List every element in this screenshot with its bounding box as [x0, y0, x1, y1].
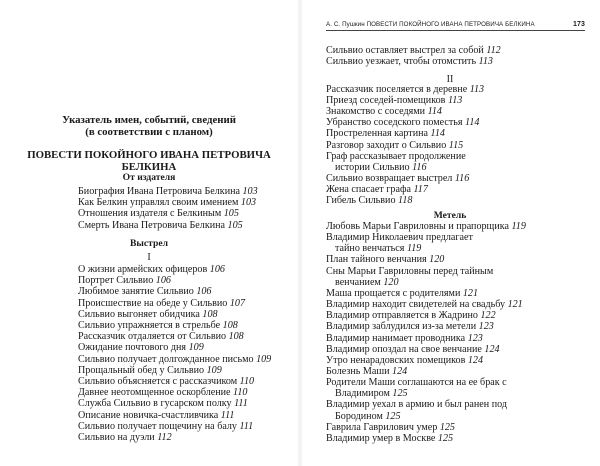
entry-page-number: 125 [385, 410, 401, 422]
entry-page-number: 111 [220, 409, 235, 421]
page-number: 173 [573, 21, 585, 28]
entry-page-number: 108 [202, 308, 218, 320]
index-entry [326, 333, 483, 344]
entry-text: План тайного венчания [326, 254, 430, 266]
entry-text: Сильвио выгоняет обидчика [78, 308, 203, 320]
index-entry [326, 366, 407, 377]
entry-text: Сильвио объясняется с рассказчиком [78, 376, 240, 387]
entry-text: Ожидание почтового дня [78, 342, 189, 354]
entry-text: Сильвио на дуэли [78, 432, 158, 443]
index-entry [78, 298, 245, 309]
entry-page-number: 117 [413, 183, 428, 195]
index-entry [78, 365, 222, 376]
index-entry [326, 299, 523, 310]
entry-page-number: 113 [447, 95, 463, 107]
section-heading-shot: Выстрел [130, 238, 168, 249]
index-entry [326, 195, 412, 206]
index-entry [78, 197, 256, 208]
index-entry [326, 288, 478, 299]
section-heading-blizzard: Метель [433, 210, 467, 221]
index-entry [326, 173, 469, 184]
entry-text: Сильвио возвращает выстрел [326, 172, 455, 184]
index-entry [326, 56, 493, 67]
index-entry [326, 140, 463, 151]
entry-text: Родители Маши соглашаются на ее брак с [326, 377, 507, 389]
index-entry [326, 321, 494, 332]
entry-page-number: 112 [157, 432, 172, 443]
index-entry [326, 232, 473, 243]
entry-text: венчанием [335, 276, 384, 288]
index-entry [326, 266, 493, 277]
entry-text: Владимир нанимает проводника [326, 332, 468, 344]
left-page [0, 0, 298, 466]
index-entry [78, 208, 239, 219]
entry-page-number: 123 [478, 321, 494, 333]
entry-page-number: 107 [229, 297, 245, 309]
index-entry [326, 84, 484, 95]
index-entry [326, 344, 500, 355]
entry-page-number: 106 [155, 275, 171, 287]
entry-text: Любимое занятие Сильвио [78, 286, 197, 298]
entry-page-number: 115 [448, 139, 464, 151]
book-title: ПОВЕСТИ ПОКОЙНОГО ИВАНА ПЕТРОВИЧА [27, 149, 271, 161]
index-entry [326, 45, 501, 56]
index-entry [326, 106, 442, 117]
entry-text: Простреленная картина [326, 128, 431, 140]
index-title-subline: (в соответствии с планом) [85, 126, 213, 138]
entry-text: Биография Ивана Петровича Белкина [78, 186, 243, 197]
entry-text: Болезнь Маши [326, 365, 393, 377]
entry-text: Происшествие на обеде у Сильвио [78, 297, 230, 309]
entry-text: Бородином [335, 410, 386, 422]
index-entry [326, 388, 408, 399]
entry-text: Сны Марьи Гавриловны перед тайным [326, 265, 494, 277]
right-page [300, 0, 600, 466]
entry-page-number: 123 [467, 332, 483, 344]
entry-page-number: 114 [430, 128, 445, 140]
entry-text: Сильвио уезжает, чтобы отомстить [326, 56, 479, 68]
entry-page-number: 125 [392, 388, 408, 400]
index-entry [326, 151, 466, 162]
entry-text: Прощальный обед у Сильвио [78, 364, 207, 376]
book-title-subline: БЕЛКИНА [121, 161, 177, 173]
entry-page-number: 112 [486, 45, 501, 56]
entry-page-number: 116 [454, 172, 470, 184]
entry-page-number: 125 [437, 432, 454, 444]
entry-text: Приезд соседей-помещиков [326, 95, 448, 107]
entry-page-number: 108 [222, 320, 238, 331]
index-entry [78, 320, 238, 331]
entry-page-number: 114 [465, 117, 480, 129]
index-entry [326, 310, 496, 321]
header-title: ПОВЕСТИ ПОКОЙНОГО ИВАНА ПЕТРОВИЧА БЕЛКИНА [366, 21, 535, 28]
entry-text: истории Сильвио [335, 161, 413, 173]
entry-page-number: 109 [188, 342, 204, 354]
entry-page-number: 113 [469, 84, 485, 95]
index-entry [78, 331, 244, 342]
entry-text: Владимир Николаевич предлагает [326, 232, 473, 244]
entry-page-number: 110 [239, 376, 255, 387]
index-entry [78, 398, 248, 409]
index-entry [326, 243, 421, 254]
entry-page-number: 114 [427, 106, 442, 118]
index-entry [326, 433, 453, 444]
entry-page-number: 119 [406, 243, 422, 255]
entry-text: Сильвио получает пощечину на балу [78, 420, 240, 432]
entry-text: Сильвио получает долгожданное письмо [78, 353, 257, 365]
entry-text: Портрет Сильвио [78, 275, 156, 287]
entry-page-number: 124 [484, 343, 500, 355]
part-number: II [446, 74, 454, 85]
entry-page-number: 125 [439, 421, 455, 433]
entry-text: Сильвио упражняется в стрельбе [78, 320, 223, 331]
entry-page-number: 121 [462, 287, 479, 299]
entry-text: Владимир уехал в армию и был ранен под [326, 399, 507, 411]
index-entry [78, 286, 211, 297]
entry-page-number: 124 [392, 365, 408, 377]
entry-text: О жизни армейских офицеров [78, 264, 210, 275]
entry-page-number: 111 [234, 398, 248, 410]
index-entry [78, 410, 234, 421]
index-entry [78, 376, 254, 387]
entry-text: Сильвио оставляет выстрел за собой [326, 45, 487, 56]
entry-page-number: 120 [429, 254, 445, 266]
entry-page-number: 119 [511, 221, 526, 232]
index-entry [326, 117, 479, 128]
index-entry [78, 186, 258, 197]
entry-text: Убранство соседского поместья [326, 117, 466, 129]
entry-page-number: 118 [398, 195, 413, 206]
entry-page-number: 103 [242, 186, 258, 197]
index-entry [78, 275, 171, 286]
entry-page-number: 103 [240, 197, 257, 209]
entry-text: Владимир заблудился из-за метели [326, 321, 479, 333]
entry-text: Владимир отправляется в Жадрино [326, 310, 481, 322]
entry-text: тайно венчаться [335, 243, 407, 255]
index-entry [326, 254, 444, 265]
entry-page-number: 122 [480, 310, 496, 322]
entry-text: Владимиром [335, 388, 393, 400]
entry-page-number: 109 [256, 353, 272, 365]
entry-page-number: 113 [478, 56, 493, 68]
index-entry [326, 411, 401, 422]
entry-text: Маша прощается с родителями [326, 287, 463, 299]
index-entry [326, 128, 445, 139]
entry-text: Владимир опоздал на свое венчание [326, 343, 485, 355]
entry-page-number: 110 [233, 387, 248, 399]
running-header [326, 21, 585, 31]
index-entry [326, 162, 427, 173]
index-entry [326, 377, 507, 388]
index-entry [326, 277, 398, 288]
index-entry [326, 355, 483, 366]
index-entry [326, 422, 455, 433]
entry-text: Как Белкин управлял своим имением [78, 197, 241, 209]
entry-text: Любовь Марьи Гавриловны и прапорщика [326, 221, 512, 232]
entry-text: Знакомство с соседями [326, 106, 428, 118]
index-entry [326, 95, 462, 106]
entry-text: Жена спасает графа [326, 183, 414, 195]
entry-page-number: 116 [412, 161, 427, 173]
entry-page-number: 106 [196, 286, 212, 298]
entry-text: Давнее неотомщенное оскорбление [78, 387, 234, 399]
entry-text: Отношения издателя с Белкиным [78, 208, 224, 220]
entry-page-number: 111 [239, 420, 254, 432]
entry-text: Утро ненарадовских помещиков [326, 354, 468, 366]
index-entry [78, 342, 204, 353]
index-title: Указатель имен, событий, сведений [62, 114, 236, 126]
entry-text: Описание новичка-счастливчика [78, 409, 221, 421]
entry-text: Смерть Ивана Петровича Белкина [78, 219, 228, 231]
entry-page-number: 124 [467, 354, 483, 366]
entry-text: Рассказчик поселяется в деревне [326, 84, 470, 95]
entry-text: Гибель Сильвио [326, 195, 399, 206]
entry-text: Владимир умер в Москве [326, 432, 438, 444]
index-entry [326, 221, 526, 232]
entry-text: Рассказчик отдаляется от Сильвио [78, 331, 229, 343]
index-entry [78, 432, 172, 443]
index-entry [78, 387, 247, 398]
entry-text: Разговор заходит о Сильвио [326, 139, 449, 151]
entry-text: Владимир находит свидетелей на свадьбу [326, 299, 508, 311]
index-entry [78, 354, 271, 365]
entry-page-number: 105 [223, 208, 239, 220]
index-entry [78, 421, 253, 432]
entry-text: Граф рассказывает продолжение [326, 150, 466, 162]
entry-text: Служба Сильвио в гусарском полку [78, 398, 235, 410]
entry-text: Гаврила Гаврилович умер [326, 421, 440, 433]
entry-page-number: 120 [383, 276, 399, 288]
index-entry [78, 309, 218, 320]
index-entry [78, 264, 225, 275]
entry-page-number: 106 [209, 264, 225, 275]
part-number: I [147, 252, 151, 263]
entry-page-number: 109 [206, 364, 222, 376]
entry-page-number: 108 [228, 331, 244, 343]
entry-page-number: 121 [507, 299, 523, 311]
entry-page-number: 105 [227, 219, 243, 231]
index-entry [326, 399, 507, 410]
index-entry [78, 220, 243, 231]
section-heading-publisher: От издателя [122, 172, 176, 183]
index-entry [326, 184, 428, 195]
header-author: А. С. Пушкин [326, 21, 365, 28]
